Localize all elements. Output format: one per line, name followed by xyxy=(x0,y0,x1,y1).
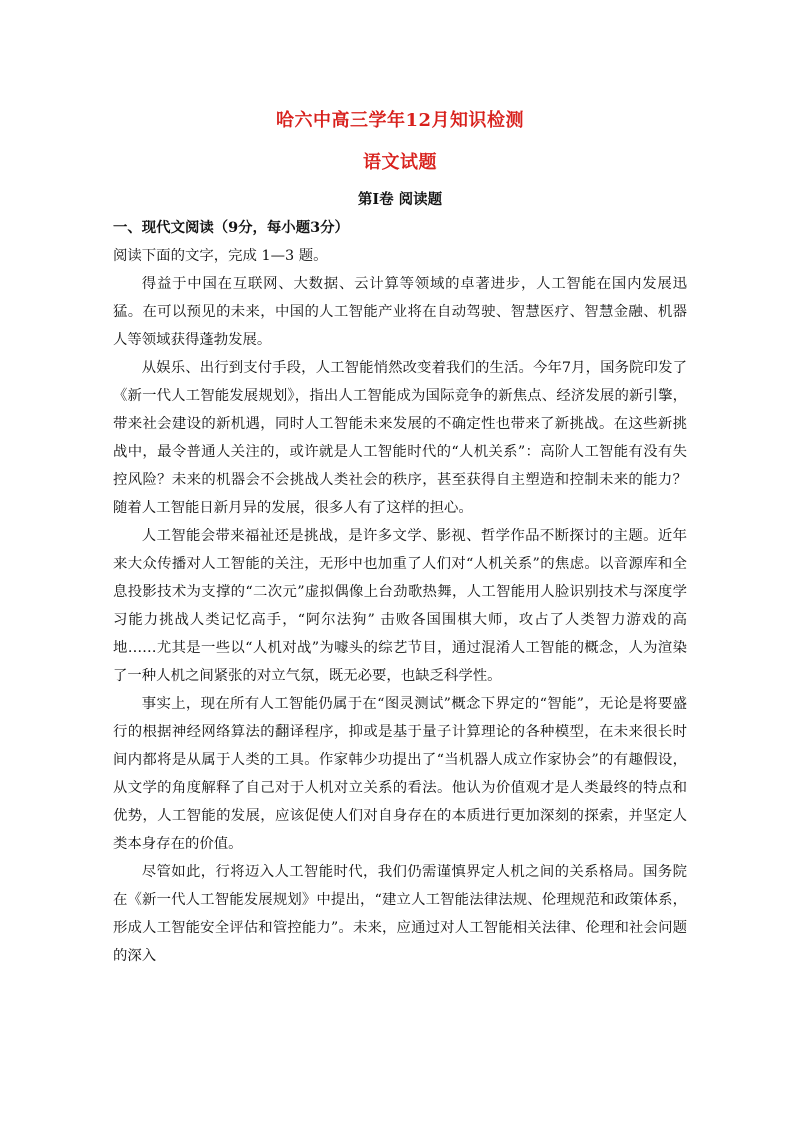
paragraph-2: 从娱乐、出行到支付手段，人工智能悄然改变着我们的生活。今年7月，国务院印发了《新一代人工智能发展规划》，指出人工智能成为国际竞争的新焦点、经济发展的新引擎，带来社会建设的新机遇，同时人工智能未来发展的不确定性也带来了新挑战。在这些新挑战中，最令普通人关注的，或许就是人工智能时代的“人机关系”：高阶人工智能有没有失控风险？未来的机器会不会挑战人类社会的秩序，甚至获得自主塑造和控制未来的能力？随着人工智能日新月异的发展，很多人有了这样的担心。 xyxy=(113,360,687,516)
paragraph-3: 人工智能会带来福祉还是挑战，是许多文学、影视、哲学作品不断探讨的主题。近年来大众传播对人工智能的关注，无形中也加重了人们对“人机关系”的焦虑。以音源库和全息投影技术为支撑的“二次元”虚拟偶像上台劲歌热舞，人工智能用人脸识别技术与深度学习能力挑战人类记忆高手，“阿尔法狗” 击败各国围棋大师，攻占了人类智力游戏的高地……尤其是一些以“人机对战”为噱头的综艺节目，通过混淆人工智能的概念，人为渲染了一种人机之间紧张的对立气氛，既无必要，也缺乏科学性。 xyxy=(113,528,687,684)
section-instruction: 阅读下面的文字，完成 1—3 题。 xyxy=(113,248,328,264)
paragraph-1: 得益于中国在互联网、大数据、云计算等领域的卓著进步，人工智能在国内发展迅猛。在可以预见的未来，中国的人工智能产业将在自动驾驶、智慧医疗、智慧金融、机器人等领域获得蓬勃发展。 xyxy=(113,276,687,348)
reading-content xyxy=(113,214,687,970)
exam-title: 哈六中高三学年12月知识检测 xyxy=(275,110,525,131)
paragraph-4: 事实上，现在所有人工智能仍属于在“图灵测试”概念下界定的“智能”，无论是将要盛行的根据神经网络算法的翻译程序，抑或是基于量子计算理论的各种模型，在未来很长时间内都将是从属于人类的工具。作家韩少功提出了“当机器人成立作家协会”的有趣假设，从文学的角度解释了自己对于人机对立关系的看法。他认为价值观才是人类最终的特点和优势，人工智能的发展，应该促使人们对自身存在的本质进行更加深刻的探索，并坚定人类本身存在的价值。 xyxy=(113,696,687,852)
paragraph-5: 尽管如此，行将迈入人工智能时代，我们仍需谨慎界定人机之间的关系格局。国务院在《新一代人工智能发展规划》中提出，“建立人工智能法律法规、伦理规范和政策体系，形成人工智能安全评估和管控能力”。未来，应通过对人工智能相关法律、伦理和社会问题的深入 xyxy=(113,864,687,964)
volume-heading: 第Ⅰ卷 阅读题 xyxy=(357,191,443,208)
section-heading: 一、现代文阅读（9分，每小题3分） xyxy=(113,219,349,236)
exam-subject: 语文试题 xyxy=(363,152,437,173)
